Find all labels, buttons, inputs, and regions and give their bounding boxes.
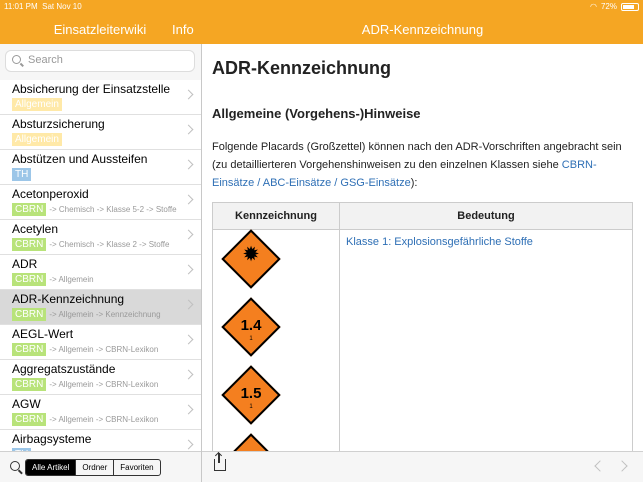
category-badge: CBRN bbox=[12, 378, 46, 391]
chevron-right-icon bbox=[184, 195, 194, 205]
list-item-path: -> Allgemein -> Kennzeichnung bbox=[49, 310, 161, 319]
list-item-title: Absturzsicherung bbox=[12, 117, 105, 131]
content-toolbar bbox=[202, 451, 643, 482]
cbrn-link[interactable]: CBRN-Einsätze / ABC-Einsätze / GSG-Einsätze bbox=[212, 159, 597, 189]
search-bar[interactable] bbox=[5, 50, 195, 72]
nav-bar bbox=[0, 14, 643, 44]
status-time-date: 11:01 PM Sat Nov 10 bbox=[4, 2, 82, 11]
list-item-path: -> Allgemein bbox=[49, 275, 94, 284]
placard-1-5-class: 1 bbox=[249, 404, 253, 410]
article-subheading: Allgemeine (Vorgehens-)Hinweise bbox=[212, 106, 421, 121]
list-item-meta bbox=[12, 413, 158, 426]
sidebar-toolbar bbox=[0, 451, 201, 482]
list-item-path: -> Chemisch -> Klasse 2 -> Stoffe bbox=[49, 240, 170, 249]
article-paragraph: Folgende Placards (Großzettel) können nach den ADR-Vorschriften angebracht sein (zu detaillierteren Vorgehenshinweisen zu den einzelnen Klassen siehe CBRN-Einsätze / ABC-Einsätze / GSG-Einsätze): bbox=[212, 141, 622, 189]
wifi-icon: ◠ bbox=[590, 2, 597, 11]
table-header-bedeutung: Bedeutung bbox=[340, 203, 633, 230]
list-item-meta bbox=[12, 378, 158, 391]
chevron-right-icon bbox=[184, 405, 194, 415]
list-item-title: AEGL-Wert bbox=[12, 327, 74, 341]
sidebar bbox=[0, 44, 202, 482]
list-item-meta bbox=[12, 98, 65, 111]
info-button[interactable]: Info bbox=[172, 22, 194, 37]
category-badge: CBRN bbox=[12, 413, 46, 426]
list-item-path: -> Chemisch -> Klasse 5-2 -> Stoffe bbox=[49, 205, 177, 214]
list-item[interactable] bbox=[0, 395, 201, 430]
list-item-meta bbox=[12, 308, 161, 321]
category-badge: CBRN bbox=[12, 343, 46, 356]
content-nav-title: ADR-Kennzeichnung bbox=[361, 22, 484, 37]
placard-1-4-class: 1 bbox=[249, 336, 253, 342]
chevron-right-icon bbox=[184, 230, 194, 240]
filter-segmented-control bbox=[25, 459, 161, 476]
category-badge: CBRN bbox=[12, 273, 46, 286]
placard-1-4-label: 1.4 bbox=[240, 317, 262, 334]
category-badge: Allgemein bbox=[12, 98, 62, 111]
battery-percent: 72% bbox=[600, 2, 617, 11]
table-header-kennzeichnung: Kennzeichnung bbox=[213, 203, 340, 230]
list-item-title: Airbagsysteme bbox=[12, 432, 92, 446]
segment-folders[interactable]: Ordner bbox=[75, 460, 113, 475]
chevron-right-icon bbox=[184, 440, 194, 450]
search-icon bbox=[12, 55, 21, 64]
chevron-right-icon bbox=[184, 300, 194, 310]
list-item[interactable] bbox=[0, 290, 201, 325]
category-badge: CBRN bbox=[12, 238, 46, 251]
list-item-path: -> Allgemein -> CBRN-Lexikon bbox=[49, 380, 159, 389]
list-item[interactable] bbox=[0, 80, 201, 115]
segment-all-articles[interactable]: Alle Artikel bbox=[26, 460, 75, 475]
list-item-title: Acetylen bbox=[12, 222, 59, 236]
category-badge: CBRN bbox=[12, 308, 46, 321]
list-item[interactable] bbox=[0, 150, 201, 185]
article-content bbox=[202, 44, 643, 452]
list-item-path: -> Allgemein -> CBRN-Lexikon bbox=[49, 345, 159, 354]
category-badge: Allgemein bbox=[12, 133, 62, 146]
adr-table bbox=[212, 202, 633, 452]
list-item-meta bbox=[12, 273, 94, 286]
search-icon[interactable] bbox=[10, 461, 20, 471]
list-item-path: -> Allgemein -> CBRN-Lexikon bbox=[49, 415, 159, 424]
list-item[interactable] bbox=[0, 255, 201, 290]
forward-arrow-icon[interactable] bbox=[616, 460, 627, 471]
list-item[interactable] bbox=[0, 115, 201, 150]
category-badge: CBRN bbox=[12, 203, 46, 216]
placard-partial-icon bbox=[221, 433, 280, 452]
list-item-meta bbox=[12, 133, 65, 146]
list-item-title: ADR-Kennzeichnung bbox=[12, 292, 125, 306]
chevron-right-icon bbox=[184, 125, 194, 135]
chevron-right-icon bbox=[184, 335, 194, 345]
category-badge: TH bbox=[12, 168, 31, 181]
status-right bbox=[590, 2, 639, 11]
share-icon[interactable] bbox=[214, 459, 226, 471]
sidebar-title: Einsatzleiterwiki bbox=[53, 22, 147, 37]
list-item-meta bbox=[12, 203, 177, 216]
chevron-right-icon bbox=[184, 160, 194, 170]
chevron-right-icon bbox=[184, 370, 194, 380]
signs-cell bbox=[213, 230, 340, 453]
chevron-right-icon bbox=[184, 265, 194, 275]
status-bar bbox=[0, 0, 643, 14]
explosion-symbol-icon: ✹ bbox=[243, 244, 259, 264]
list-item[interactable] bbox=[0, 185, 201, 220]
list-item-title: Acetonperoxid bbox=[12, 187, 89, 201]
list-item-meta bbox=[12, 238, 169, 251]
list-item[interactable] bbox=[0, 360, 201, 395]
list-item-meta bbox=[12, 168, 34, 181]
list-item-title: ADR bbox=[12, 257, 38, 271]
list-item-title: AGW bbox=[12, 397, 41, 411]
article-heading: ADR-Kennzeichnung bbox=[212, 58, 391, 78]
chevron-right-icon bbox=[184, 90, 194, 100]
article-list bbox=[0, 80, 201, 465]
segment-favorites[interactable]: Favoriten bbox=[113, 460, 159, 475]
list-item-title: Absicherung der Einsatzstelle bbox=[12, 82, 171, 96]
list-item[interactable] bbox=[0, 220, 201, 255]
list-item-meta bbox=[12, 343, 158, 356]
list-item-title: Aggregatszustände bbox=[12, 362, 116, 376]
search-input[interactable] bbox=[26, 53, 190, 67]
placard-1-5-label: 1.5 bbox=[240, 385, 262, 402]
list-item-title: Abstützen und Aussteifen bbox=[12, 152, 148, 166]
battery-icon bbox=[621, 3, 639, 11]
list-item[interactable] bbox=[0, 325, 201, 360]
class1-link[interactable]: Klasse 1: Explosionsgefährliche Stoffe bbox=[340, 230, 633, 453]
back-arrow-icon[interactable] bbox=[594, 460, 605, 471]
